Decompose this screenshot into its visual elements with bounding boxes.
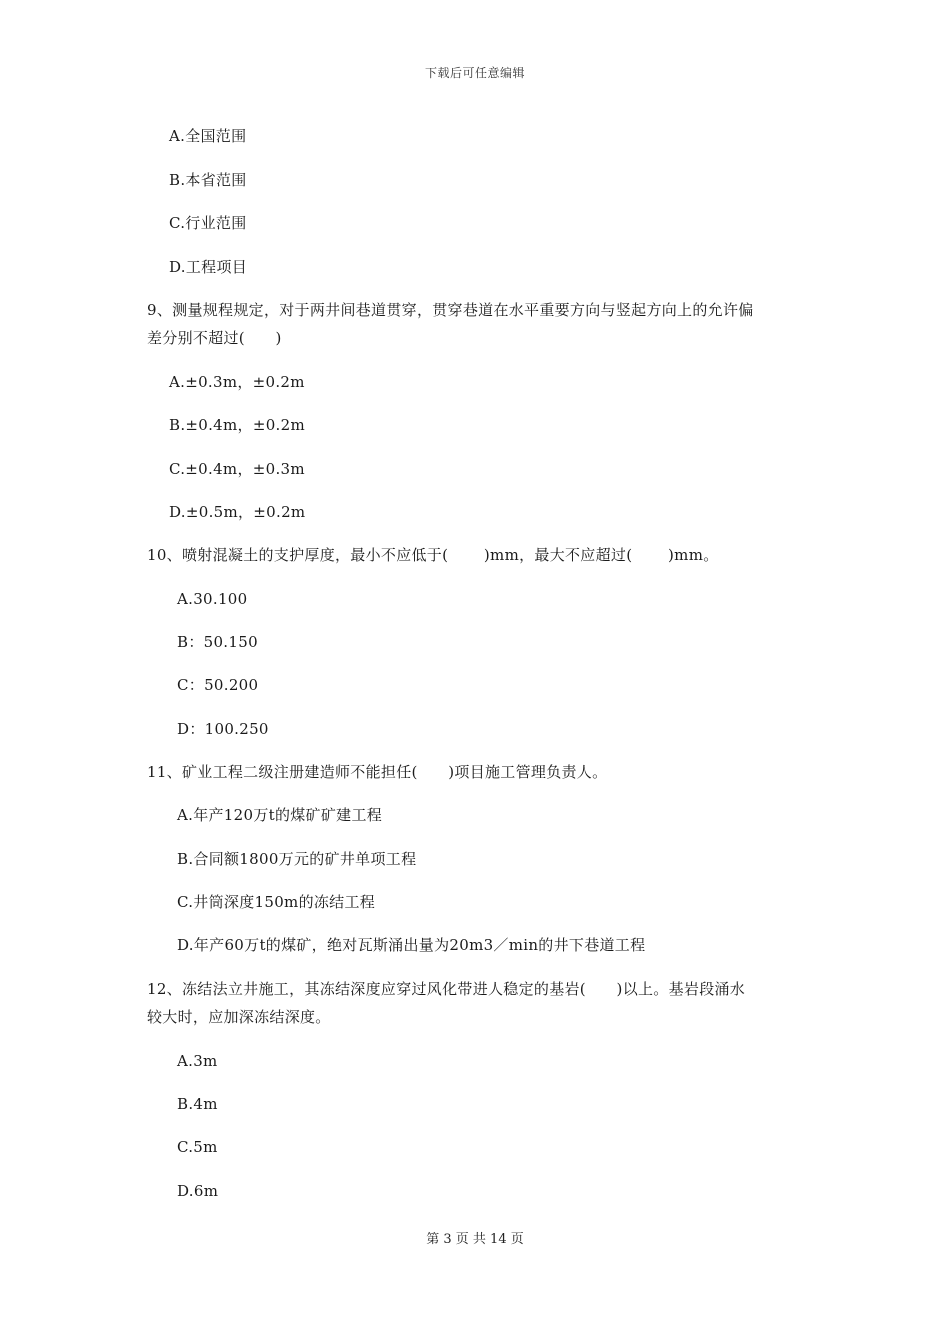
- page-header: 下载后可任意编辑: [424, 66, 525, 80]
- option-b: B.本省范围: [169, 171, 247, 189]
- q12-option-b: B.4m: [177, 1095, 218, 1113]
- q11-option-a: A.年产120万t的煤矿矿建工程: [177, 806, 383, 824]
- option-d: D.工程项目: [169, 258, 248, 276]
- question-12-line-1: 12、冻结法立井施工，其冻结深度应穿过风化带进人稳定的基岩( )以上。基岩段涌水: [147, 980, 746, 998]
- q9-option-a: A.±0.3m，±0.2m: [169, 373, 305, 391]
- question-11-line-1: 11、矿业工程二级注册建造师不能担任( )项目施工管理负责人。: [147, 763, 608, 781]
- question-10-line-1: 10、喷射混凝土的支护厚度，最小不应低于( )mm，最大不应超过( )mm。: [147, 546, 719, 564]
- question-9-line-1: 9、测量规程规定，对于两井间巷道贯穿，贯穿巷道在水平重要方向与竖起方向上的允许偏: [147, 301, 754, 319]
- q10-option-d: D：100.250: [177, 720, 269, 738]
- q9-option-b: B.±0.4m，±0.2m: [169, 416, 305, 434]
- option-a: A.全国范围: [169, 127, 247, 145]
- option-c: C.行业范围: [169, 214, 247, 232]
- q10-option-a: A.30.100: [177, 590, 248, 608]
- q12-option-a: A.3m: [177, 1052, 218, 1070]
- q11-option-b: B.合同额1800万元的矿井单项工程: [177, 850, 417, 868]
- question-9-line-2: 差分别不超过( ): [147, 329, 282, 347]
- q9-option-c: C.±0.4m，±0.3m: [169, 460, 305, 478]
- question-12-line-2: 较大时，应加深冻结深度。: [147, 1008, 331, 1026]
- q10-option-b: B：50.150: [177, 633, 258, 651]
- q9-option-d: D.±0.5m，±0.2m: [169, 503, 306, 521]
- page-footer: 第 3 页 共 14 页: [426, 1232, 524, 1247]
- q12-option-d: D.6m: [177, 1182, 219, 1200]
- q10-option-c: C：50.200: [177, 676, 259, 694]
- q11-option-c: C.井筒深度150m的冻结工程: [177, 893, 376, 911]
- q12-option-c: C.5m: [177, 1138, 218, 1156]
- q11-option-d: D.年产60万t的煤矿，绝对瓦斯涌出量为20m3／min的井下巷道工程: [177, 936, 646, 954]
